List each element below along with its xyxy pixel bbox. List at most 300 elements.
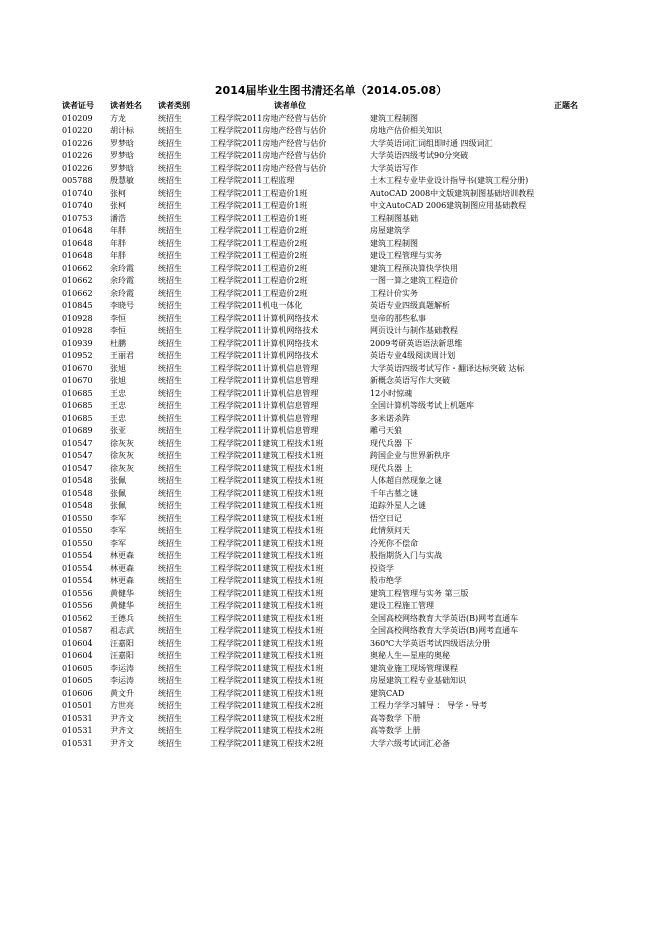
cell-reader-id: 010928	[62, 313, 93, 323]
cell-reader-id: 010952	[62, 351, 93, 360]
cell-reader-unit: 工程学院2011房地产经营与估价	[210, 163, 327, 173]
cell-reader-unit: 工程学院2011房地产经营与估价	[210, 126, 327, 135]
cell-book-title: 高等数学 下册	[370, 713, 421, 723]
cell-reader-unit: 工程学院2011建筑工程技术2班	[210, 701, 324, 710]
cell-reader-unit: 工程学院2011工程造价1班	[210, 213, 308, 223]
cell-book-title: 新概念英语写作大突破	[370, 376, 450, 385]
cell-reader-id: 010689	[62, 426, 93, 435]
cell-reader-id: 010547	[62, 451, 93, 460]
cell-reader-name: 潘浩	[110, 213, 126, 223]
cell-book-title: 股指期货入门与实战	[370, 551, 442, 560]
table-row	[62, 688, 662, 701]
cell-reader-category: 统招生	[158, 138, 182, 148]
table-row	[62, 113, 662, 126]
cell-reader-unit: 工程学院2011工程造价2班	[210, 251, 308, 260]
cell-reader-unit: 工程学院2011计算机网络技术	[210, 338, 319, 348]
cell-reader-id: 010605	[62, 676, 93, 685]
cell-reader-name: 王忠	[110, 388, 126, 398]
table-row	[62, 625, 662, 638]
cell-reader-category: 统招生	[158, 126, 182, 135]
cell-reader-category: 统招生	[158, 488, 182, 498]
cell-book-title: 大学英语词汇词组即时通 四级词汇	[370, 138, 493, 148]
cell-reader-category: 统招生	[158, 238, 182, 248]
cell-reader-name: 尹齐文	[110, 738, 134, 748]
cell-reader-name: 杜鹏	[110, 338, 126, 348]
col-header-reader-id: 读者证号	[62, 101, 94, 110]
cell-reader-category: 统招生	[158, 113, 182, 123]
cell-reader-name: 王忠	[110, 413, 126, 423]
cell-reader-category: 统招生	[158, 476, 182, 485]
cell-reader-name: 王忠	[110, 401, 126, 410]
cell-book-title: 高等数学 上册	[370, 726, 421, 735]
cell-reader-id: 010554	[62, 576, 93, 585]
cell-reader-unit: 工程学院2011建筑工程技术1班	[210, 438, 324, 448]
cell-reader-name: 方世亮	[110, 701, 134, 710]
cell-reader-name: 罗梦晗	[110, 163, 134, 173]
cell-book-title: 跨国企业与世界新秩序	[370, 451, 450, 460]
cell-book-title: 皇帝的那些私事	[370, 313, 426, 323]
cell-reader-unit: 工程学院2011计算机信息管理	[210, 413, 319, 423]
cell-reader-unit: 工程学院2011计算机网络技术	[210, 326, 319, 335]
cell-reader-unit: 工程学院2011计算机网络技术	[210, 313, 319, 323]
table-row	[62, 338, 662, 351]
table-row	[62, 213, 662, 226]
cell-reader-unit: 工程学院2011建筑工程技术1班	[210, 638, 324, 648]
cell-reader-id: 010554	[62, 551, 93, 560]
cell-reader-id: 010606	[62, 688, 93, 698]
cell-reader-unit: 工程学院2011建筑工程技术1班	[210, 563, 324, 573]
cell-reader-id: 010226	[62, 138, 93, 148]
table-row	[62, 200, 662, 213]
cell-reader-name: 殷慧敏	[110, 176, 134, 185]
cell-reader-name: 罗梦晗	[110, 151, 134, 160]
cell-reader-name: 林更森	[110, 563, 134, 573]
cell-book-title: 建筑业施工现场管理课程	[370, 663, 458, 673]
cell-reader-category: 统招生	[158, 438, 182, 448]
table-row	[62, 238, 662, 251]
cell-reader-category: 统招生	[158, 376, 182, 385]
table-row	[62, 400, 662, 413]
cell-reader-name: 李军	[110, 538, 126, 548]
cell-reader-name: 张旭	[110, 376, 126, 385]
cell-reader-unit: 工程学院2011建筑工程技术1班	[210, 513, 324, 523]
return-list-table	[62, 100, 662, 750]
cell-reader-id: 010556	[62, 588, 93, 598]
table-row	[62, 463, 662, 476]
cell-reader-unit: 工程学院2011建筑工程技术1班	[210, 538, 324, 548]
table-row	[62, 475, 662, 488]
cell-reader-name: 汪嘉阳	[110, 651, 134, 660]
cell-reader-category: 统招生	[158, 688, 182, 698]
cell-reader-category: 统招生	[158, 676, 182, 685]
cell-reader-name: 林更森	[110, 576, 134, 585]
cell-reader-category: 统招生	[158, 426, 182, 435]
cell-book-title: 现代兵器 下	[370, 438, 413, 448]
cell-reader-category: 统招生	[158, 601, 182, 610]
cell-book-title: 追踪外星人之谜	[370, 501, 426, 510]
cell-reader-category: 统招生	[158, 651, 182, 660]
cell-reader-name: 张柯	[110, 188, 126, 198]
cell-reader-unit: 工程学院2011建筑工程技术1班	[210, 551, 324, 560]
col-header-book-title: 正题名	[554, 101, 578, 110]
table-row	[62, 550, 662, 563]
table-row	[62, 413, 662, 426]
cell-book-title: 冷死你不偿命	[370, 538, 418, 548]
cell-reader-category: 统招生	[158, 363, 182, 373]
cell-reader-unit: 工程学院2011建筑工程技术1班	[210, 626, 324, 635]
header-row	[62, 100, 662, 113]
cell-reader-unit: 工程学院2011建筑工程技术1班	[210, 601, 324, 610]
cell-reader-id: 010501	[62, 701, 93, 710]
cell-book-title: 英语专业四级真题解析	[370, 301, 450, 310]
cell-reader-id: 010548	[62, 476, 93, 485]
table-body	[62, 113, 662, 751]
cell-reader-id: 010605	[62, 663, 93, 673]
cell-book-title: 此情须问天	[370, 526, 410, 535]
cell-reader-category: 统招生	[158, 276, 182, 285]
cell-reader-unit: 工程学院2011建筑工程技术1班	[210, 463, 324, 473]
cell-reader-unit: 工程学院2011建筑工程技术2班	[210, 713, 324, 723]
cell-reader-id: 010220	[62, 126, 93, 135]
table-row	[62, 538, 662, 551]
cell-reader-category: 统招生	[158, 463, 182, 473]
cell-reader-category: 统招生	[158, 326, 182, 335]
cell-reader-id: 010554	[62, 563, 93, 573]
cell-reader-unit: 工程学院2011建筑工程技术1班	[210, 663, 324, 673]
cell-reader-id: 010550	[62, 538, 93, 548]
cell-reader-category: 统招生	[158, 526, 182, 535]
cell-reader-unit: 工程学院2011建筑工程技术2班	[210, 726, 324, 735]
cell-book-title: 多米诺杀阵	[370, 413, 410, 423]
cell-reader-id: 010547	[62, 463, 93, 473]
cell-book-title: 12小时惊魂	[370, 388, 413, 398]
table-row	[62, 600, 662, 613]
cell-reader-name: 张旭	[110, 363, 126, 373]
cell-book-title: 现代兵器 上	[370, 463, 413, 473]
cell-reader-category: 统招生	[158, 626, 182, 635]
cell-book-title: 人体超自然现象之谜	[370, 476, 442, 485]
cell-reader-unit: 工程学院2011计算机信息管理	[210, 376, 319, 385]
table-row	[62, 488, 662, 501]
table-row	[62, 713, 662, 726]
cell-reader-id: 010670	[62, 376, 93, 385]
cell-book-title: 网页设计与制作基础教程	[370, 326, 458, 335]
cell-reader-id: 010648	[62, 226, 93, 235]
table-row	[62, 725, 662, 738]
cell-reader-unit: 工程学院2011计算机信息管理	[210, 426, 319, 435]
cell-book-title: 建筑工程预决算快学快用	[370, 263, 458, 273]
cell-reader-id: 010740	[62, 188, 93, 198]
cell-book-title: AutoCAD 2008中文版建筑制图基础培训教程	[370, 188, 535, 198]
cell-book-title: 工程制图基础	[370, 213, 418, 223]
cell-book-title: 房屋建筑工程专业基础知识	[370, 676, 466, 685]
cell-reader-name: 方龙	[110, 113, 126, 123]
cell-reader-unit: 工程学院2011建筑工程技术1班	[210, 576, 324, 585]
cell-reader-category: 统招生	[158, 613, 182, 623]
cell-book-title: 全国计算机等级考试上机题库	[370, 401, 474, 410]
cell-book-title: 大学英语写作	[370, 163, 418, 173]
cell-reader-name: 黄文升	[110, 688, 134, 698]
cell-reader-id: 010662	[62, 288, 93, 298]
cell-reader-id: 010531	[62, 738, 93, 748]
cell-book-title: 股市绝学	[370, 576, 402, 585]
cell-reader-id: 010845	[62, 301, 93, 310]
cell-reader-id: 010604	[62, 638, 93, 648]
cell-book-title: 房地产估价相关知识	[370, 126, 442, 135]
cell-reader-category: 统招生	[158, 288, 182, 298]
cell-reader-name: 李恒	[110, 313, 126, 323]
cell-book-title: 建设工程管理与实务	[370, 251, 442, 260]
table-row	[62, 300, 662, 313]
cell-reader-id: 010531	[62, 726, 93, 735]
cell-reader-name: 黄健华	[110, 601, 134, 610]
cell-book-title: 大学英语四级考试写作・翻译达标突破 达标	[370, 363, 525, 373]
cell-reader-name: 李晓号	[110, 301, 134, 310]
table-row	[62, 250, 662, 263]
cell-reader-category: 统招生	[158, 551, 182, 560]
table-row	[62, 275, 662, 288]
cell-book-title: 360℃大学英语考试四级语法分册	[370, 638, 491, 648]
cell-book-title: 工程计价实务	[370, 288, 418, 298]
cell-reader-id: 010662	[62, 276, 93, 285]
cell-reader-id: 010604	[62, 651, 93, 660]
cell-reader-name: 张佩	[110, 501, 126, 510]
table-row	[62, 638, 662, 651]
cell-book-title: 全国高校网络教育大学英语(B)网考直通车	[370, 626, 519, 635]
cell-reader-category: 统招生	[158, 401, 182, 410]
cell-reader-id: 010740	[62, 201, 93, 210]
cell-reader-id: 010556	[62, 601, 93, 610]
cell-reader-name: 年胖	[110, 226, 126, 235]
cell-reader-unit: 工程学院2011工程监理	[210, 176, 295, 185]
table-row	[62, 450, 662, 463]
cell-reader-unit: 工程学院2011房地产经营与估价	[210, 138, 327, 148]
cell-book-title: 工程力学学习辅导 ： 导学・导考	[370, 701, 488, 710]
cell-book-title: 建筑工程制图	[370, 113, 418, 123]
cell-reader-name: 余玲霞	[110, 288, 134, 298]
col-header-reader-name: 读者姓名	[110, 101, 142, 110]
cell-book-title: 土木工程专业毕业设计指导书(建筑工程分册)	[370, 176, 529, 185]
cell-reader-id: 010562	[62, 613, 93, 623]
cell-reader-id: 010648	[62, 238, 93, 248]
cell-reader-id: 010662	[62, 263, 93, 273]
cell-reader-id: 010226	[62, 151, 93, 160]
cell-reader-unit: 工程学院2011工程造价2班	[210, 238, 308, 248]
cell-reader-name: 徐灰灰	[110, 438, 134, 448]
col-header-reader-unit: 读者单位	[274, 101, 306, 110]
cell-reader-unit: 工程学院2011工程造价1班	[210, 188, 308, 198]
cell-reader-category: 统招生	[158, 451, 182, 460]
table-row	[62, 350, 662, 363]
table-row	[62, 125, 662, 138]
cell-reader-category: 统招生	[158, 388, 182, 398]
cell-reader-unit: 工程学院2011建筑工程技术1班	[210, 676, 324, 685]
table-row	[62, 438, 662, 451]
cell-reader-category: 统招生	[158, 513, 182, 523]
cell-reader-unit: 工程学院2011机电一体化	[210, 301, 303, 310]
cell-book-title: 全国高校网络教育大学英语(B)网考直通车	[370, 613, 519, 623]
cell-reader-id: 010550	[62, 513, 93, 523]
cell-reader-unit: 工程学院2011建筑工程技术1班	[210, 526, 324, 535]
table-row	[62, 700, 662, 713]
table-row	[62, 650, 662, 663]
cell-reader-name: 余玲霞	[110, 276, 134, 285]
cell-book-title: 中文AutoCAD 2006建筑制图应用基础教程	[370, 201, 527, 210]
table-row	[62, 563, 662, 576]
cell-reader-category: 统招生	[158, 338, 182, 348]
table-row	[62, 613, 662, 626]
cell-reader-id: 005788	[62, 176, 93, 185]
cell-reader-name: 余玲霞	[110, 263, 134, 273]
table-row	[62, 225, 662, 238]
cell-reader-category: 统招生	[158, 213, 182, 223]
cell-book-title: 房屋建筑学	[370, 226, 410, 235]
cell-reader-id: 010548	[62, 488, 93, 498]
cell-reader-id: 010753	[62, 213, 93, 223]
cell-reader-unit: 工程学院2011房地产经营与估价	[210, 113, 327, 123]
cell-reader-category: 统招生	[158, 501, 182, 510]
table-row	[62, 525, 662, 538]
cell-book-title: 建筑CAD	[370, 688, 405, 698]
cell-reader-unit: 工程学院2011工程造价2班	[210, 276, 308, 285]
table-row	[62, 188, 662, 201]
table-row	[62, 388, 662, 401]
col-header-reader-category: 读者类别	[158, 101, 190, 110]
cell-reader-category: 统招生	[158, 663, 182, 673]
cell-reader-unit: 工程学院2011建筑工程技术1班	[210, 613, 324, 623]
table-row	[62, 288, 662, 301]
cell-book-title: 千年古墓之谜	[370, 488, 418, 498]
table-row	[62, 375, 662, 388]
table-row	[62, 575, 662, 588]
cell-reader-category: 统招生	[158, 151, 182, 160]
table-row	[62, 675, 662, 688]
table-row	[62, 663, 662, 676]
cell-reader-id: 010531	[62, 713, 93, 723]
cell-reader-name: 黄健华	[110, 588, 134, 598]
cell-reader-unit: 工程学院2011计算机信息管理	[210, 363, 319, 373]
table-row	[62, 138, 662, 151]
cell-reader-category: 统招生	[158, 701, 182, 710]
table-row	[62, 163, 662, 176]
table-row	[62, 175, 662, 188]
cell-reader-name: 李军	[110, 526, 126, 535]
cell-reader-category: 统招生	[158, 588, 182, 598]
cell-reader-name: 李恒	[110, 326, 126, 335]
cell-reader-name: 徐灰灰	[110, 451, 134, 460]
cell-reader-name: 罗梦晗	[110, 138, 134, 148]
cell-reader-id: 010648	[62, 251, 93, 260]
cell-reader-name: 年胖	[110, 238, 126, 248]
cell-reader-category: 统招生	[158, 263, 182, 273]
cell-reader-category: 统招生	[158, 738, 182, 748]
cell-reader-name: 尹齐文	[110, 726, 134, 735]
cell-book-title: 大学英语四级考试90分突破	[370, 151, 469, 160]
page-title: 2014届毕业生图书清还名单（2014.05.08）	[214, 84, 448, 97]
cell-reader-id: 010550	[62, 526, 93, 535]
cell-reader-unit: 工程学院2011计算机网络技术	[210, 351, 319, 360]
cell-reader-unit: 工程学院2011建筑工程技术1班	[210, 588, 324, 598]
cell-reader-id: 010928	[62, 326, 93, 335]
table-row	[62, 425, 662, 438]
cell-reader-unit: 工程学院2011建筑工程技术1班	[210, 651, 324, 660]
cell-reader-name: 尹齐文	[110, 713, 134, 723]
cell-reader-id: 010670	[62, 363, 93, 373]
cell-reader-category: 统招生	[158, 301, 182, 310]
cell-book-title: 一图一算之建筑工程造价	[370, 276, 458, 285]
cell-reader-unit: 工程学院2011建筑工程技术1班	[210, 501, 324, 510]
cell-book-title: 大学六级考试词汇必备	[370, 738, 450, 748]
cell-reader-id: 010547	[62, 438, 93, 448]
cell-reader-name: 徐灰灰	[110, 463, 134, 473]
cell-reader-category: 统招生	[158, 251, 182, 260]
cell-reader-unit: 工程学院2011工程造价2班	[210, 263, 308, 273]
cell-reader-id: 010939	[62, 338, 93, 348]
cell-book-title: 悟空日记	[370, 513, 402, 523]
cell-reader-name: 王丽君	[110, 351, 134, 360]
table-row	[62, 513, 662, 526]
cell-reader-unit: 工程学院2011计算机信息管理	[210, 388, 319, 398]
cell-reader-id: 010209	[62, 113, 93, 123]
cell-book-title: 建设工程施工管理	[370, 601, 434, 610]
cell-reader-id: 010226	[62, 163, 93, 173]
cell-reader-category: 统招生	[158, 538, 182, 548]
cell-reader-name: 李运涛	[110, 676, 134, 685]
cell-book-title: 奥秘人生—星座的奥秘	[370, 651, 450, 660]
cell-reader-unit: 工程学院2011工程造价1班	[210, 201, 308, 210]
cell-reader-name: 汪嘉阳	[110, 638, 134, 648]
cell-book-title: 2009考研英语语法新思维	[370, 338, 463, 348]
table-row	[62, 363, 662, 376]
cell-reader-unit: 工程学院2011建筑工程技术1班	[210, 476, 324, 485]
cell-reader-category: 统招生	[158, 351, 182, 360]
cell-reader-name: 年胖	[110, 251, 126, 260]
cell-book-title: 雕弓天狼	[370, 426, 402, 435]
cell-reader-name: 张柯	[110, 201, 126, 210]
cell-book-title: 投资学	[370, 563, 394, 573]
cell-reader-name: 张佩	[110, 488, 126, 498]
cell-reader-name: 祖志武	[110, 626, 134, 635]
cell-reader-category: 统招生	[158, 313, 182, 323]
cell-reader-category: 统招生	[158, 726, 182, 735]
cell-book-title: 建筑工程管理与实务 第三版	[370, 588, 469, 598]
cell-reader-name: 张佩	[110, 476, 126, 485]
table-row	[62, 263, 662, 276]
table-row	[62, 500, 662, 513]
cell-book-title: 英语专业4级阅读周计划	[370, 351, 456, 360]
cell-reader-unit: 工程学院2011建筑工程技术1班	[210, 488, 324, 498]
cell-reader-unit: 工程学院2011计算机信息管理	[210, 401, 319, 410]
cell-reader-unit: 工程学院2011建筑工程技术1班	[210, 451, 324, 460]
cell-reader-id: 010685	[62, 401, 93, 410]
cell-reader-id: 010587	[62, 626, 93, 635]
cell-reader-category: 统招生	[158, 176, 182, 185]
cell-reader-category: 统招生	[158, 713, 182, 723]
cell-reader-id: 010548	[62, 501, 93, 510]
cell-reader-category: 统招生	[158, 201, 182, 210]
cell-reader-unit: 工程学院2011房地产经营与估价	[210, 151, 327, 160]
cell-reader-name: 王德兵	[110, 613, 134, 623]
cell-reader-category: 统招生	[158, 163, 182, 173]
cell-reader-category: 统招生	[158, 563, 182, 573]
cell-reader-name: 林更森	[110, 551, 134, 560]
cell-reader-unit: 工程学院2011工程造价2班	[210, 288, 308, 298]
cell-book-title: 建筑工程制图	[370, 238, 418, 248]
cell-reader-id: 010685	[62, 388, 93, 398]
cell-reader-unit: 工程学院2011工程造价2班	[210, 226, 308, 235]
cell-reader-category: 统招生	[158, 188, 182, 198]
table-row	[62, 738, 662, 751]
